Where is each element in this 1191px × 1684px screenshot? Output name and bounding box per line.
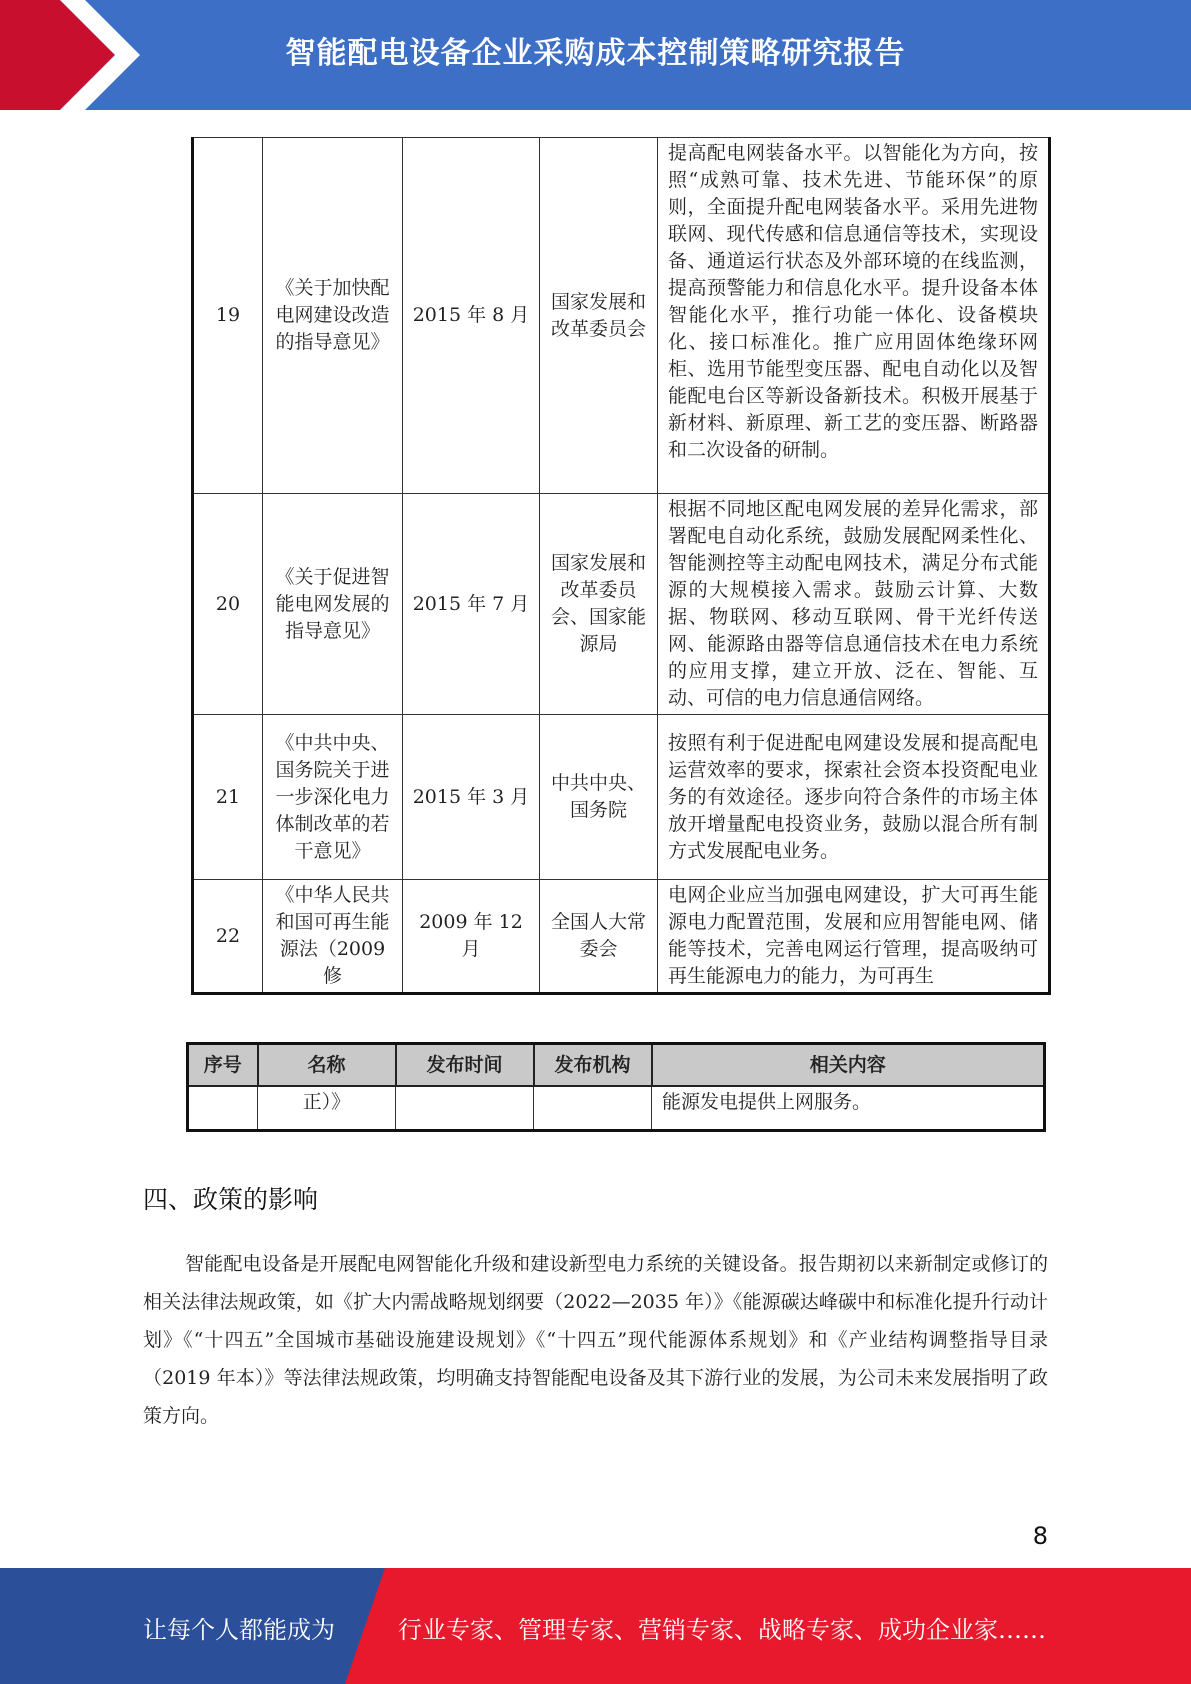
footer-slogan-left: 让每个人都能成为 (143, 1616, 335, 1644)
policy-table (191, 137, 1051, 995)
table-row (193, 880, 1050, 994)
policy-name: 正）》 (258, 1086, 396, 1131)
policy-name: 《关于促进智能电网发展的指导意见》 (263, 494, 403, 715)
policy-date: 2015 年 7 月 (403, 494, 540, 715)
row-number: 21 (193, 715, 263, 880)
column-header: 序号 (188, 1044, 258, 1087)
policy-org: 全国人大常委会 (540, 880, 658, 994)
policy-content: 能源发电提供上网服务。 (652, 1086, 1045, 1131)
page-number: 8 (1032, 1522, 1048, 1550)
column-header: 名称 (258, 1044, 396, 1087)
column-header: 发布机构 (534, 1044, 652, 1087)
section-heading: 四、政策的影响 (143, 1185, 319, 1214)
policy-name: 《关于加快配电网建设改造的指导意见》 (263, 138, 403, 494)
policy-content: 根据不同地区配电网发展的差异化需求，部署配电自动化系统，鼓励发展配网柔性化、智能测控等主动配电网技术，满足分布式能源的大规模接入需求。鼓励云计算、大数据、物联网、移动互联网、骨干光纤传送网、能源路由器等信息通信技术在电力系统的应用支撑，建立开放、泛在、智能、互动、可信的电力信息通信网络。 (658, 494, 1050, 715)
policy-content: 提高配电网装备水平。以智能化为方向，按照“成熟可靠、技术先进、节能环保”的原则，全面提升配电网装备水平。采用先进物联网、现代传感和信息通信等技术，实现设备、通道运行状态及外部环境的在线监测，提高预警能力和信息化水平。提升设备本体智能化水平，推行功能一体化、设备模块化、接口标准化。推广应用固体绝缘环网柜、选用节能型变压器、配电自动化以及智能配电台区等新设备新技术。积极开展基于新材料、新原理、新工艺的变压器、断路器和二次设备的研制。 (658, 138, 1050, 494)
row-number (188, 1086, 258, 1131)
policy-date (396, 1086, 534, 1131)
page-header (0, 0, 1191, 110)
policy-org: 国家发展和改革委员会 (540, 138, 658, 494)
table-row (188, 1086, 1045, 1131)
table-row (193, 715, 1050, 880)
policy-org: 国家发展和改革委员会、国家能源局 (540, 494, 658, 715)
table-row (193, 138, 1050, 494)
page-footer (0, 1568, 1191, 1684)
column-header: 相关内容 (652, 1044, 1045, 1087)
header-title: 智能配电设备企业采购成本控制策略研究报告 (285, 36, 906, 71)
row-number: 19 (193, 138, 263, 494)
table-row (193, 494, 1050, 715)
row-number: 20 (193, 494, 263, 715)
section-body-paragraph: 智能配电设备是开展配电网智能化升级和建设新型电力系统的关键设备。报告期初以来新制定或修订的相关法律法规政策，如《扩大内需战略规划纲要（2022—2035 年）》《能源碳达峰碳中和标准化提升行动计划》《“十四五”全国城市基础设施建设规划》《“十四五”现代能源体系规划》和《产业结构调整指导目录（2019 年本）》等法律法规政策，均明确支持智能配电设备及其下游行业的发展，为公司未来发展指明了政策方向。 (143, 1253, 1048, 1427)
policy-name: 《中华人民共和国可再生能源法（2009 修 (263, 880, 403, 994)
policy-date: 2015 年 3 月 (403, 715, 540, 880)
column-header: 发布时间 (396, 1044, 534, 1087)
policy-date: 2015 年 8 月 (403, 138, 540, 494)
policy-date: 2009 年 12 月 (403, 880, 540, 994)
policy-content: 按照有利于促进配电网建设发展和提高配电运营效率的要求，探索社会资本投资配电业务的有效途径。逐步向符合条件的市场主体放开增量配电投资业务，鼓励以混合所有制方式发展配电业务。 (658, 715, 1050, 880)
policy-table-continued (186, 1042, 1046, 1132)
table-header-row (188, 1044, 1045, 1087)
policy-org (534, 1086, 652, 1131)
policy-name: 《中共中央、国务院关于进一步深化电力体制改革的若干意见》 (263, 715, 403, 880)
policy-org: 中共中央、国务院 (540, 715, 658, 880)
footer-slogan-right: 行业专家、管理专家、营销专家、战略专家、成功企业家…… (398, 1616, 1046, 1644)
policy-content: 电网企业应当加强电网建设，扩大可再生能源电力配置范围，发展和应用智能电网、储能等技术，完善电网运行管理，提高吸纳可再生能源电力的能力，为可再生 (658, 880, 1050, 994)
row-number: 22 (193, 880, 263, 994)
